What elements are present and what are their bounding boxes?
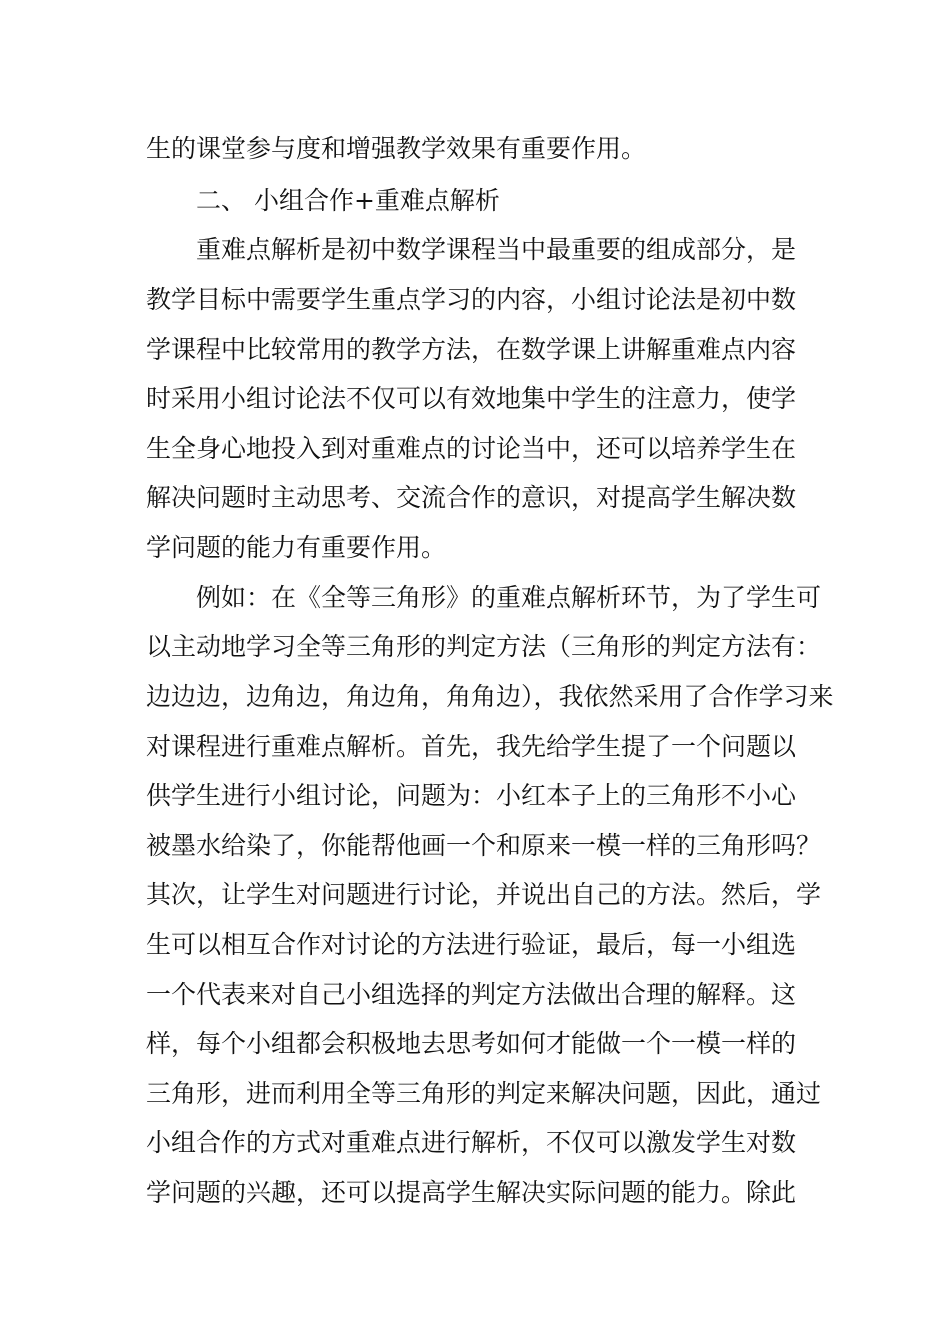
paragraph-line: 学问题的能力有重要作用。 (146, 533, 447, 562)
paragraph-line: 三角形，进而利用全等三角形的判定来解决问题，因此，通过 (146, 1079, 822, 1108)
paragraph-line: 学问题的兴趣，还可以提高学生解决实际问题的能力。除此 (146, 1178, 797, 1207)
paragraph-line: 对课程进行重难点解析。首先，我先给学生提了一个问题以 (146, 732, 797, 761)
paragraph-line: 供学生进行小组讨论，问题为：小红本子上的三角形不小心 (146, 781, 797, 810)
paragraph-line: 生可以相互合作对讨论的方法进行验证，最后，每一小组选 (146, 930, 797, 959)
paragraph-line: 解决问题时主动思考、交流合作的意识，对提高学生解决数 (146, 483, 797, 512)
paragraph-line: 教学目标中需要学生重点学习的内容，小组讨论法是初中数 (146, 285, 797, 314)
paragraph-line: 以主动地学习全等三角形的判定方法（三角形的判定方法有： (146, 632, 822, 661)
section-heading: 二、 小组合作+重难点解析 (196, 186, 500, 215)
paragraph-line: 例如：在《全等三角形》的重难点解析环节，为了学生可 (196, 583, 822, 612)
paragraph-line: 小组合作的方式对重难点进行解析，不仅可以激发学生对数 (146, 1128, 797, 1157)
paragraph-line: 边边边，边角边，角边角，角角边），我依然采用了合作学习来 (146, 682, 834, 711)
paragraph-line: 重难点解析是初中数学课程当中最重要的组成部分，是 (196, 235, 797, 264)
paragraph-line: 生全身心地投入到对重难点的讨论当中，还可以培养学生在 (146, 434, 797, 463)
paragraph-line: 生的课堂参与度和增强教学效果有重要作用。 (146, 134, 647, 163)
paragraph-line: 样，每个小组都会积极地去思考如何才能做一个一模一样的 (146, 1029, 797, 1058)
paragraph-line: 其次，让学生对问题进行讨论，并说出自己的方法。然后，学 (146, 880, 822, 909)
paragraph-line: 学课程中比较常用的教学方法，在数学课上讲解重难点内容 (146, 335, 797, 364)
paragraph-line: 一个代表来对自己小组选择的判定方法做出合理的解释。这 (146, 980, 797, 1009)
paragraph-line: 时采用小组讨论法不仅可以有效地集中学生的注意力，使学 (146, 384, 797, 413)
paragraph-line: 被墨水给染了，你能帮他画一个和原来一模一样的三角形吗？ (146, 831, 822, 860)
